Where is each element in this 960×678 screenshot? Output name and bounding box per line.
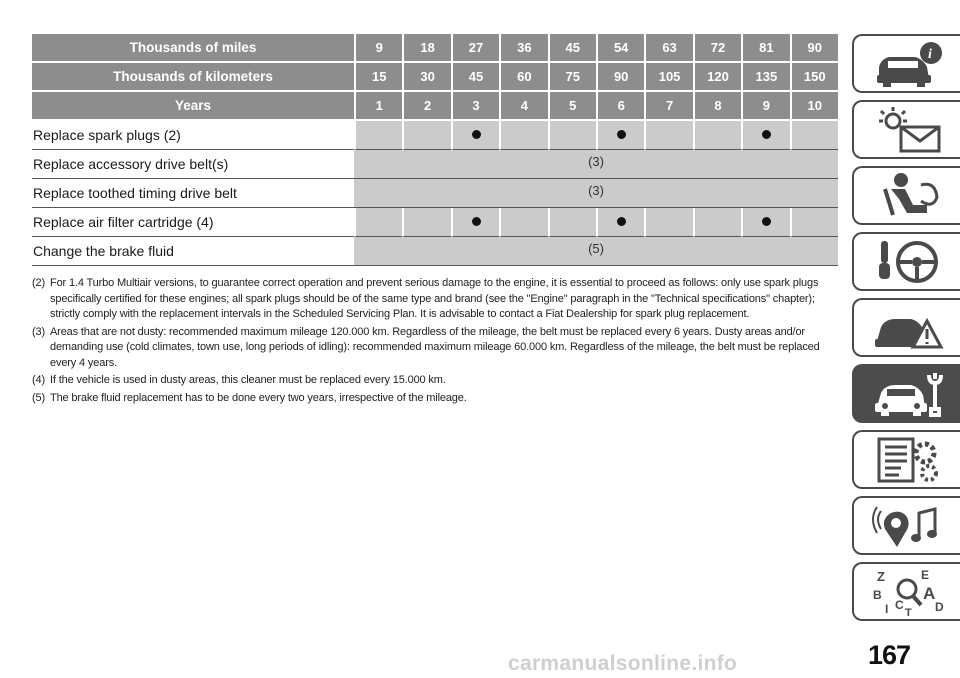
page-number: 167 xyxy=(868,640,911,670)
footnote-mark: (4) xyxy=(32,374,45,386)
footnotes xyxy=(32,276,840,408)
svg-text:E: E xyxy=(921,567,930,582)
svg-text:D: D xyxy=(935,599,944,614)
operation-label: Replace toothed timing drive belt xyxy=(32,179,354,208)
watermark: carmanualsonline.info xyxy=(508,652,738,675)
table-row xyxy=(32,121,838,150)
interval-cell xyxy=(354,121,402,150)
svg-text:A: A xyxy=(923,583,936,603)
header-value: 10 xyxy=(790,92,838,121)
service-dot-icon xyxy=(617,130,626,139)
svg-text:Z: Z xyxy=(877,568,885,584)
header-value: 135 xyxy=(741,63,789,92)
service-dot-icon xyxy=(762,130,771,139)
maintenance-schedule-table xyxy=(32,34,838,266)
header-value: 75 xyxy=(548,63,596,92)
header-value: 105 xyxy=(644,63,692,92)
header-value: 36 xyxy=(499,34,547,63)
header-value: 7 xyxy=(644,92,692,121)
header-value: 63 xyxy=(644,34,692,63)
interval-cell xyxy=(451,121,499,150)
interval-cell xyxy=(596,121,644,150)
svg-text:B: B xyxy=(873,587,882,602)
chapter-tab-starting-driving[interactable] xyxy=(852,232,960,291)
interval-note-cell: (3) xyxy=(354,150,838,179)
header-value: 2 xyxy=(402,92,450,121)
header-row xyxy=(32,63,838,92)
header-value: 3 xyxy=(451,92,499,121)
interval-cell xyxy=(451,208,499,237)
footnote-text: The brake fluid replacement has to be done every two years, irrespective of the mileage. xyxy=(50,391,467,404)
interval-cell xyxy=(693,121,741,150)
footnote-mark: (2) xyxy=(32,277,45,289)
header-value: 45 xyxy=(451,63,499,92)
header-value: 6 xyxy=(596,92,644,121)
header-label: Years xyxy=(32,92,354,121)
footnote-mark: (5) xyxy=(32,391,45,404)
spec-list-gears-icon xyxy=(871,435,947,485)
interval-cell xyxy=(402,121,450,150)
interval-cell xyxy=(354,208,402,237)
interval-cell xyxy=(499,208,547,237)
header-value: 72 xyxy=(693,34,741,63)
header-row xyxy=(32,92,838,121)
header-value: 90 xyxy=(596,63,644,92)
header-value: 27 xyxy=(451,34,499,63)
interval-note-cell: (5) xyxy=(354,237,838,266)
footnote-text: For 1.4 Turbo Multiair versions, to guarantee correct operation and prevent serious damage to the engine, it is essential to proceed as follows: only use spark plugs specifically certified for these engines; all spark plugs should be of the same type and brand (see the "Engine" paragraph in the "Technical specifications" chapter); strictly comply with the replacement intervals in the Scheduled Servicing Plan. It is advisable to contact a Fiat Dealership for spark plug replacement. xyxy=(50,277,819,320)
chapter-tab-servicing-and-care[interactable] xyxy=(852,364,960,423)
interval-cell xyxy=(693,208,741,237)
interval-cell xyxy=(644,121,692,150)
header-value: 150 xyxy=(790,63,838,92)
interval-cell xyxy=(548,208,596,237)
table-row xyxy=(32,179,838,208)
svg-text:i: i xyxy=(928,46,932,62)
car-info-icon xyxy=(871,39,947,89)
svg-text:C: C xyxy=(895,597,904,612)
chapter-tab-warning-lights[interactable] xyxy=(852,100,960,159)
operation-label: Replace air filter cartridge (4) xyxy=(32,208,354,237)
alphabet-index-icon xyxy=(871,567,947,617)
table-row xyxy=(32,237,838,266)
table-row xyxy=(32,208,838,237)
interval-cell xyxy=(741,121,789,150)
chapter-tab-index[interactable] xyxy=(852,562,960,621)
table-row xyxy=(32,150,838,179)
chapter-tab-knowing-your-car[interactable] xyxy=(852,34,960,93)
header-value: 18 xyxy=(402,34,450,63)
interval-cell xyxy=(644,208,692,237)
header-value: 45 xyxy=(548,34,596,63)
header-row xyxy=(32,34,838,63)
header-label: Thousands of kilometers xyxy=(32,63,354,92)
header-label: Thousands of miles xyxy=(32,34,354,63)
chapter-tab-safety[interactable] xyxy=(852,166,960,225)
footnote-text: If the vehicle is used in dusty areas, this cleaner must be replaced every 15.000 km. xyxy=(50,374,446,386)
service-dot-icon xyxy=(472,217,481,226)
header-value: 60 xyxy=(499,63,547,92)
svg-text:I: I xyxy=(885,601,889,616)
header-value: 81 xyxy=(741,34,789,63)
service-dot-icon xyxy=(762,217,771,226)
header-value: 120 xyxy=(693,63,741,92)
service-dot-icon xyxy=(472,130,481,139)
footnote xyxy=(32,391,840,407)
interval-cell xyxy=(402,208,450,237)
header-value: 9 xyxy=(354,34,402,63)
footnote xyxy=(32,325,840,372)
footnote-mark: (3) xyxy=(32,325,45,338)
interval-cell xyxy=(741,208,789,237)
chapter-tab-in-an-emergency[interactable] xyxy=(852,298,960,357)
footnote-text: Areas that are not dusty: recommended maximum mileage 120.000 km. Regardless of the mileage, the belt must be replaced every 6 years. Dusty areas and/or demanding use (cold climates, town use, long periods of idling): recommended maximum mileage 60.000 km. Regardless of the mileage, the belt must be replaced every 4 years. xyxy=(50,325,820,369)
interval-cell xyxy=(596,208,644,237)
multimedia-icon xyxy=(871,501,947,551)
header-value: 9 xyxy=(741,92,789,121)
chapter-tabs xyxy=(852,34,960,628)
interval-cell xyxy=(548,121,596,150)
header-value: 54 xyxy=(596,34,644,63)
svg-text:T: T xyxy=(905,606,912,617)
header-value: 1 xyxy=(354,92,402,121)
header-value: 4 xyxy=(499,92,547,121)
chapter-tab-multimedia[interactable] xyxy=(852,496,960,555)
operation-label: Change the brake fluid xyxy=(32,237,354,266)
interval-note-cell: (3) xyxy=(354,179,838,208)
car-breakdown-icon xyxy=(871,303,947,353)
operation-label: Replace accessory drive belt(s) xyxy=(32,150,354,179)
car-wrench-icon xyxy=(871,369,947,419)
seat-airbag-icon xyxy=(871,171,947,221)
chapter-tab-technical-specifications[interactable] xyxy=(852,430,960,489)
header-value: 15 xyxy=(354,63,402,92)
service-dot-icon xyxy=(617,217,626,226)
interval-cell xyxy=(499,121,547,150)
header-value: 8 xyxy=(693,92,741,121)
header-value: 5 xyxy=(548,92,596,121)
header-value: 90 xyxy=(790,34,838,63)
interval-cell xyxy=(790,121,838,150)
footnote xyxy=(32,373,840,389)
footnote xyxy=(32,276,840,323)
warning-light-envelope-icon xyxy=(871,105,947,155)
interval-cell xyxy=(790,208,838,237)
header-value: 30 xyxy=(402,63,450,92)
key-steering-wheel-icon xyxy=(871,237,947,287)
operation-label: Replace spark plugs (2) xyxy=(32,121,354,150)
